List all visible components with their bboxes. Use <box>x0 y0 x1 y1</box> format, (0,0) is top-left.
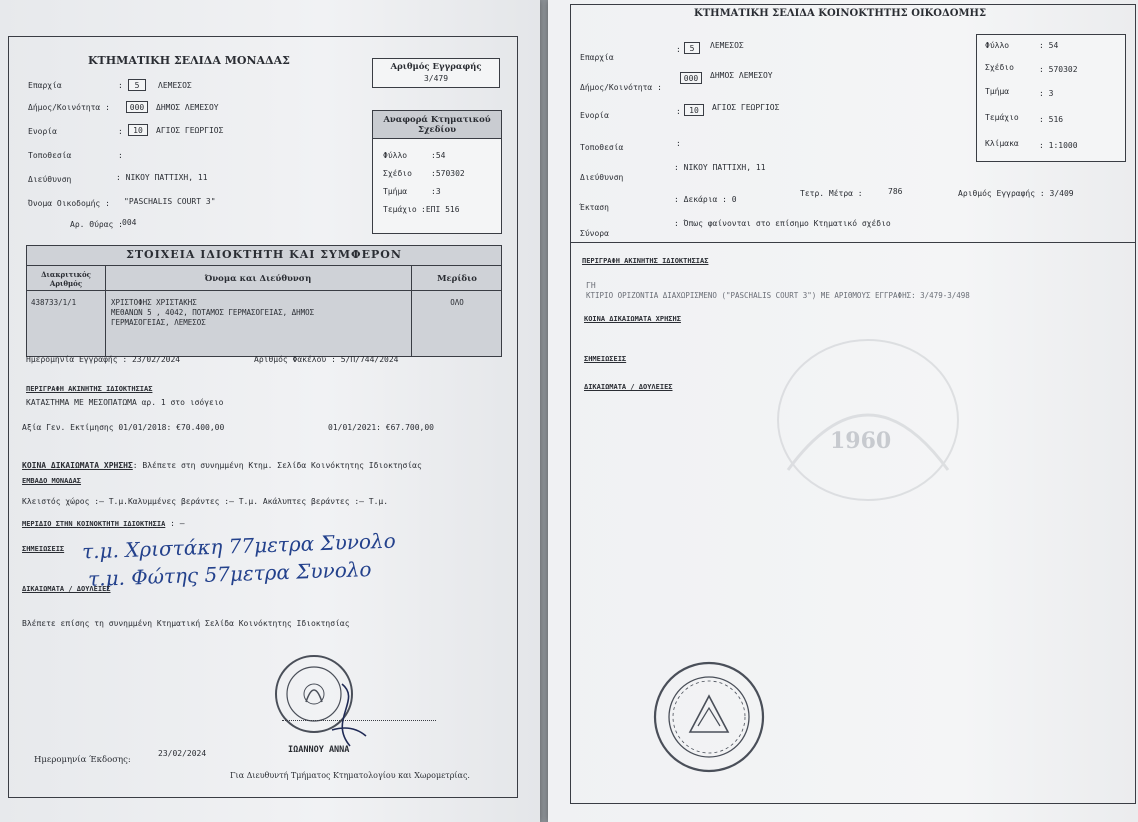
klimaka-label: Κλίμακα <box>985 139 1019 148</box>
fyllo-label: Φύλλο <box>383 151 408 160</box>
unit-register-page <box>0 0 540 822</box>
colon: : <box>676 139 681 148</box>
valuation-2018: Αξία Γεν. Εκτίμησης 01/01/2018: €70.400,00 <box>22 423 225 432</box>
dieuthynsi-value: : ΝΙΚΟΥ ΠΑΤΤΙΧΗ, 11 <box>674 163 766 172</box>
temaxio-label: Τεμάχιο <box>383 205 417 214</box>
tmima-label: Τμήμα <box>383 187 408 196</box>
schedio-label: Σχέδιο <box>985 63 1014 72</box>
share-title: ΜΕΡΙΔΙΟ ΣΤΗΝ ΚΟΙΝΟΚΤΗΤΗ ΙΔΙΟΚΤΗΣΙΑ <box>22 520 166 528</box>
signature-caption: Για Διευθυντή Τμήματος Κτηματολογίου και Χωρομετρίας. <box>230 771 470 780</box>
watermark-year: 1960 <box>830 428 892 454</box>
share-row <box>22 520 185 529</box>
eparchia-label: Επαρχία <box>28 81 62 90</box>
dieuthynsi-label: Διεύθυνση <box>28 175 72 184</box>
col-header-name: Όνομα και Διεύθυνση <box>204 274 312 284</box>
common-rights-row <box>22 462 422 471</box>
section-divider <box>570 242 1136 243</box>
issue-date-label: Ημερομηνία Έκδοσης: <box>34 755 131 765</box>
file-number: Αριθμός Φακέλου : 5/Π/744/2024 <box>254 355 399 364</box>
schedio-label: Σχέδιο <box>383 169 412 178</box>
valuation-2021: 01/01/2021: €67.700,00 <box>328 423 434 432</box>
eparchia-label: Επαρχία <box>580 53 614 62</box>
plan-reference-box <box>976 34 1126 162</box>
common-building-register-page <box>548 0 1138 822</box>
col-header-id: Διακριτικός Αριθμός <box>41 270 91 288</box>
synora-value: : Όπως φαίνονται στο επίσημο Κτηματικό σχέδιο <box>674 219 891 228</box>
enoria-label: Ενορία <box>28 127 57 136</box>
dimos-value: ΔΗΜΟΣ ΛΕΜΕΣΟΥ <box>156 103 219 112</box>
issue-date: 23/02/2024 <box>158 749 207 758</box>
eparchia-code: 5 <box>128 79 146 91</box>
schedio-value: : 570302 <box>1039 65 1078 74</box>
colon: : <box>118 127 123 136</box>
enoria-label: Ενορία <box>580 111 609 120</box>
notes-title: ΣΗΜΕΙΩΣΕΙΣ <box>22 545 65 553</box>
dieuthynsi-label: Διεύθυνση <box>580 173 624 182</box>
temaxio-value: :ΕΠΙ 516 <box>421 205 460 214</box>
share-text: : — <box>170 519 185 528</box>
handwritten-note-1: τ.μ. Χριστάκη 77μετρα Συνολο <box>81 528 397 564</box>
see-also-note: Βλέπετε επίσης τη συνημμένη Κτηματική Σελίδα Κοινόκτητης Ιδιοκτησίας <box>22 619 350 628</box>
eparchia-value: ΛΕΜΕΣΟΣ <box>158 81 192 90</box>
official-stamp <box>650 658 768 776</box>
col-header-share: Μερίδιο <box>437 274 477 284</box>
klimaka-value: : 1:1000 <box>1039 141 1078 150</box>
topothesia-label: Τοποθεσία <box>580 143 624 152</box>
page-title: ΚΤΗΜΑΤΙΚΗ ΣΕΛΙΔΑ ΜΟΝΑΔΑΣ <box>88 54 290 67</box>
divider <box>105 265 106 356</box>
fyllo-value: :54 <box>431 151 446 160</box>
fyllo-value: : 54 <box>1039 41 1059 50</box>
colon: : <box>118 151 123 160</box>
area-title: ΕΜΒΑΔΟ ΜΟΝΑΔΑΣ <box>22 477 82 485</box>
divider <box>411 265 412 356</box>
eparchia-value: ΛΕΜΕΣΟΣ <box>710 41 744 50</box>
schedio-value: :570302 <box>431 169 465 178</box>
signatory-name: ΙΩΑΝΝΟΥ ΑΝΝΑ <box>288 745 350 755</box>
dimos-label: Δήμος/Κοινότητα : <box>28 103 110 112</box>
registration-number-box <box>372 58 500 88</box>
common-rights-text: : Βλέπετε στη συνημμένη Κτημ. Σελίδα Κοινόκτητης Ιδιοκτησίας <box>132 461 422 470</box>
dimos-label: Δήμος/Κοινότητα : <box>580 83 662 92</box>
ektasi-value: : Δεκάρια : 0 <box>674 195 737 204</box>
dimos-value: ΔΗΜΟΣ ΛΕΜΕΣΟΥ <box>710 71 773 80</box>
tmima-label: Τμήμα <box>985 87 1010 96</box>
building-description: ΚΤΙΡΙΟ ΟΡΙΖΟΝΤΙΑ ΔΙΑΧΩΡΙΣΜΕΝΟ ("PASCHALIS COURT 3") ΜΕ ΑΡΙΘΜΟΥΣ ΕΓΓΡΑΦΗΣ: 3/479-3/498 <box>586 291 970 300</box>
plan-reference-title-2: Σχεδίου <box>417 125 457 135</box>
synora-label: Σύνορα <box>580 229 609 238</box>
notes-title: ΣΗΜΕΙΩΣΕΙΣ <box>584 355 627 363</box>
owner-table-heading: ΣΤΟΙΧΕΙΑ ΙΔΙΟΚΤΗΤΗ ΚΑΙ ΣΥΜΦΕΡΟΝ <box>126 248 402 261</box>
owner-address-2: ΓΕΡΜΑΣΟΓΕΙΑΣ, ΛΕΜΕΣΟΣ <box>111 318 206 327</box>
divider <box>27 265 501 266</box>
colon: : <box>118 81 123 90</box>
ektasi-label: Έκταση <box>580 203 609 212</box>
owner-id: 438733/1/1 <box>31 298 77 307</box>
common-rights-title: ΚΟΙΝΑ ΔΙΚΑΙΩΜΑΤΑ ΧΡΗΣΗΣ <box>584 315 681 323</box>
plan-reference-title-1: Αναφορά Κτηματικού <box>383 115 491 125</box>
enoria-value: ΑΓΙΟΣ ΓΕΩΡΓΙΟΣ <box>712 103 780 112</box>
tetr-value: 786 <box>888 187 903 196</box>
enoria-code: 10 <box>684 104 704 116</box>
dimos-code: 000 <box>126 101 148 113</box>
land-label: ΓΗ <box>586 281 596 290</box>
rights-title: ΔΙΚΑΙΩΜΑΤΑ / ΔΟΥΛΕΙΕΣ <box>22 585 111 593</box>
registration-number: Αριθμός Εγγραφής : 3/409 <box>958 189 1074 198</box>
oikodomi-label: Όνομα Οικοδομής : <box>28 199 110 208</box>
arthyras-label: Αρ. Θύρας : <box>70 220 123 229</box>
plan-reference-box <box>372 110 502 234</box>
owner-name: ΧΡΙΣΤΟΦΗΣ ΧΡΙΣΤΑΚΗΣ <box>111 298 197 307</box>
tmima-value: : 3 <box>1039 89 1054 98</box>
plan-reference-title <box>373 115 501 135</box>
property-description: ΚΑΤΑΣΤΗΜΑ ΜΕ ΜΕΣΟΠΑΤΩΜΑ αρ. 1 στο ισόγειο <box>26 398 224 407</box>
temaxio-label: Τεμάχιο <box>985 113 1019 122</box>
dimos-code: 000 <box>680 72 702 84</box>
colon: : <box>676 45 681 54</box>
owner-table <box>26 245 502 357</box>
registration-label: Αριθμός Εγγραφής <box>390 62 482 72</box>
fyllo-label: Φύλλο <box>985 41 1010 50</box>
signature-line <box>282 720 436 721</box>
temaxio-value: : 516 <box>1039 115 1064 124</box>
rights-title: ΔΙΚΑΙΩΜΑΤΑ / ΔΟΥΛΕΙΕΣ <box>584 383 673 391</box>
page-title: ΚΤΗΜΑΤΙΚΗ ΣΕΛΙΔΑ ΚΟΙΝΟΚΤΗΤΗΣ ΟΙΚΟΔΟΜΗΣ <box>694 8 987 19</box>
coat-of-arms-watermark <box>748 320 988 520</box>
signature-mark <box>322 680 372 750</box>
tmima-value: :3 <box>431 187 441 196</box>
topothesia-label: Τοποθεσία <box>28 151 72 160</box>
divider <box>27 290 501 291</box>
dieuthynsi-value: : ΝΙΚΟΥ ΠΑΤΤΙΧΗ, 11 <box>116 173 208 182</box>
oikodomi-value: "PASCHALIS COURT 3" <box>124 197 216 206</box>
tetr-label: Τετρ. Μέτρα : <box>800 189 863 198</box>
enoria-code: 10 <box>128 124 148 136</box>
eparchia-code: 5 <box>684 42 700 54</box>
common-rights-title: ΚΟΙΝΑ ΔΙΚΑΙΩΜΑΤΑ ΧΡΗΣΗΣ <box>22 461 133 470</box>
arthyras-value: 004 <box>122 218 137 227</box>
owner-address-1: ΜΕΘΑΝΩΝ 5 , 4042, ΠΟΤΑΜΟΣ ΓΕΡΜΑΣΟΓΕΙΑΣ, ΔΗΜΟΣ <box>111 308 315 317</box>
colon: : <box>676 107 681 116</box>
owner-share: ΟΛΟ <box>450 298 464 307</box>
registration-value: 3/479 <box>423 74 449 83</box>
area-text: Κλειστός χώρος :— Τ.μ.Καλυμμένες βεράντες :— Τ.μ. Ακάλυπτες βεράντες :— Τ.μ. <box>22 497 389 506</box>
handwritten-note-2: τ.μ. Φώτης 57μετρα Συνολο <box>87 557 372 591</box>
registration-date: Ημερομηνία Εγγραφής : 23/02/2024 <box>26 355 181 364</box>
property-description-title: ΠΕΡΙΓΡΑΦΗ ΑΚΙΝΗΤΗΣ ΙΔΙΟΚΤΗΣΙΑΣ <box>582 257 709 265</box>
enoria-value: ΑΓΙΟΣ ΓΕΩΡΓΙΟΣ <box>156 126 224 135</box>
property-description-title: ΠΕΡΙΓΡΑΦΗ ΑΚΙΝΗΤΗΣ ΙΔΙΟΚΤΗΣΙΑΣ <box>26 385 153 393</box>
